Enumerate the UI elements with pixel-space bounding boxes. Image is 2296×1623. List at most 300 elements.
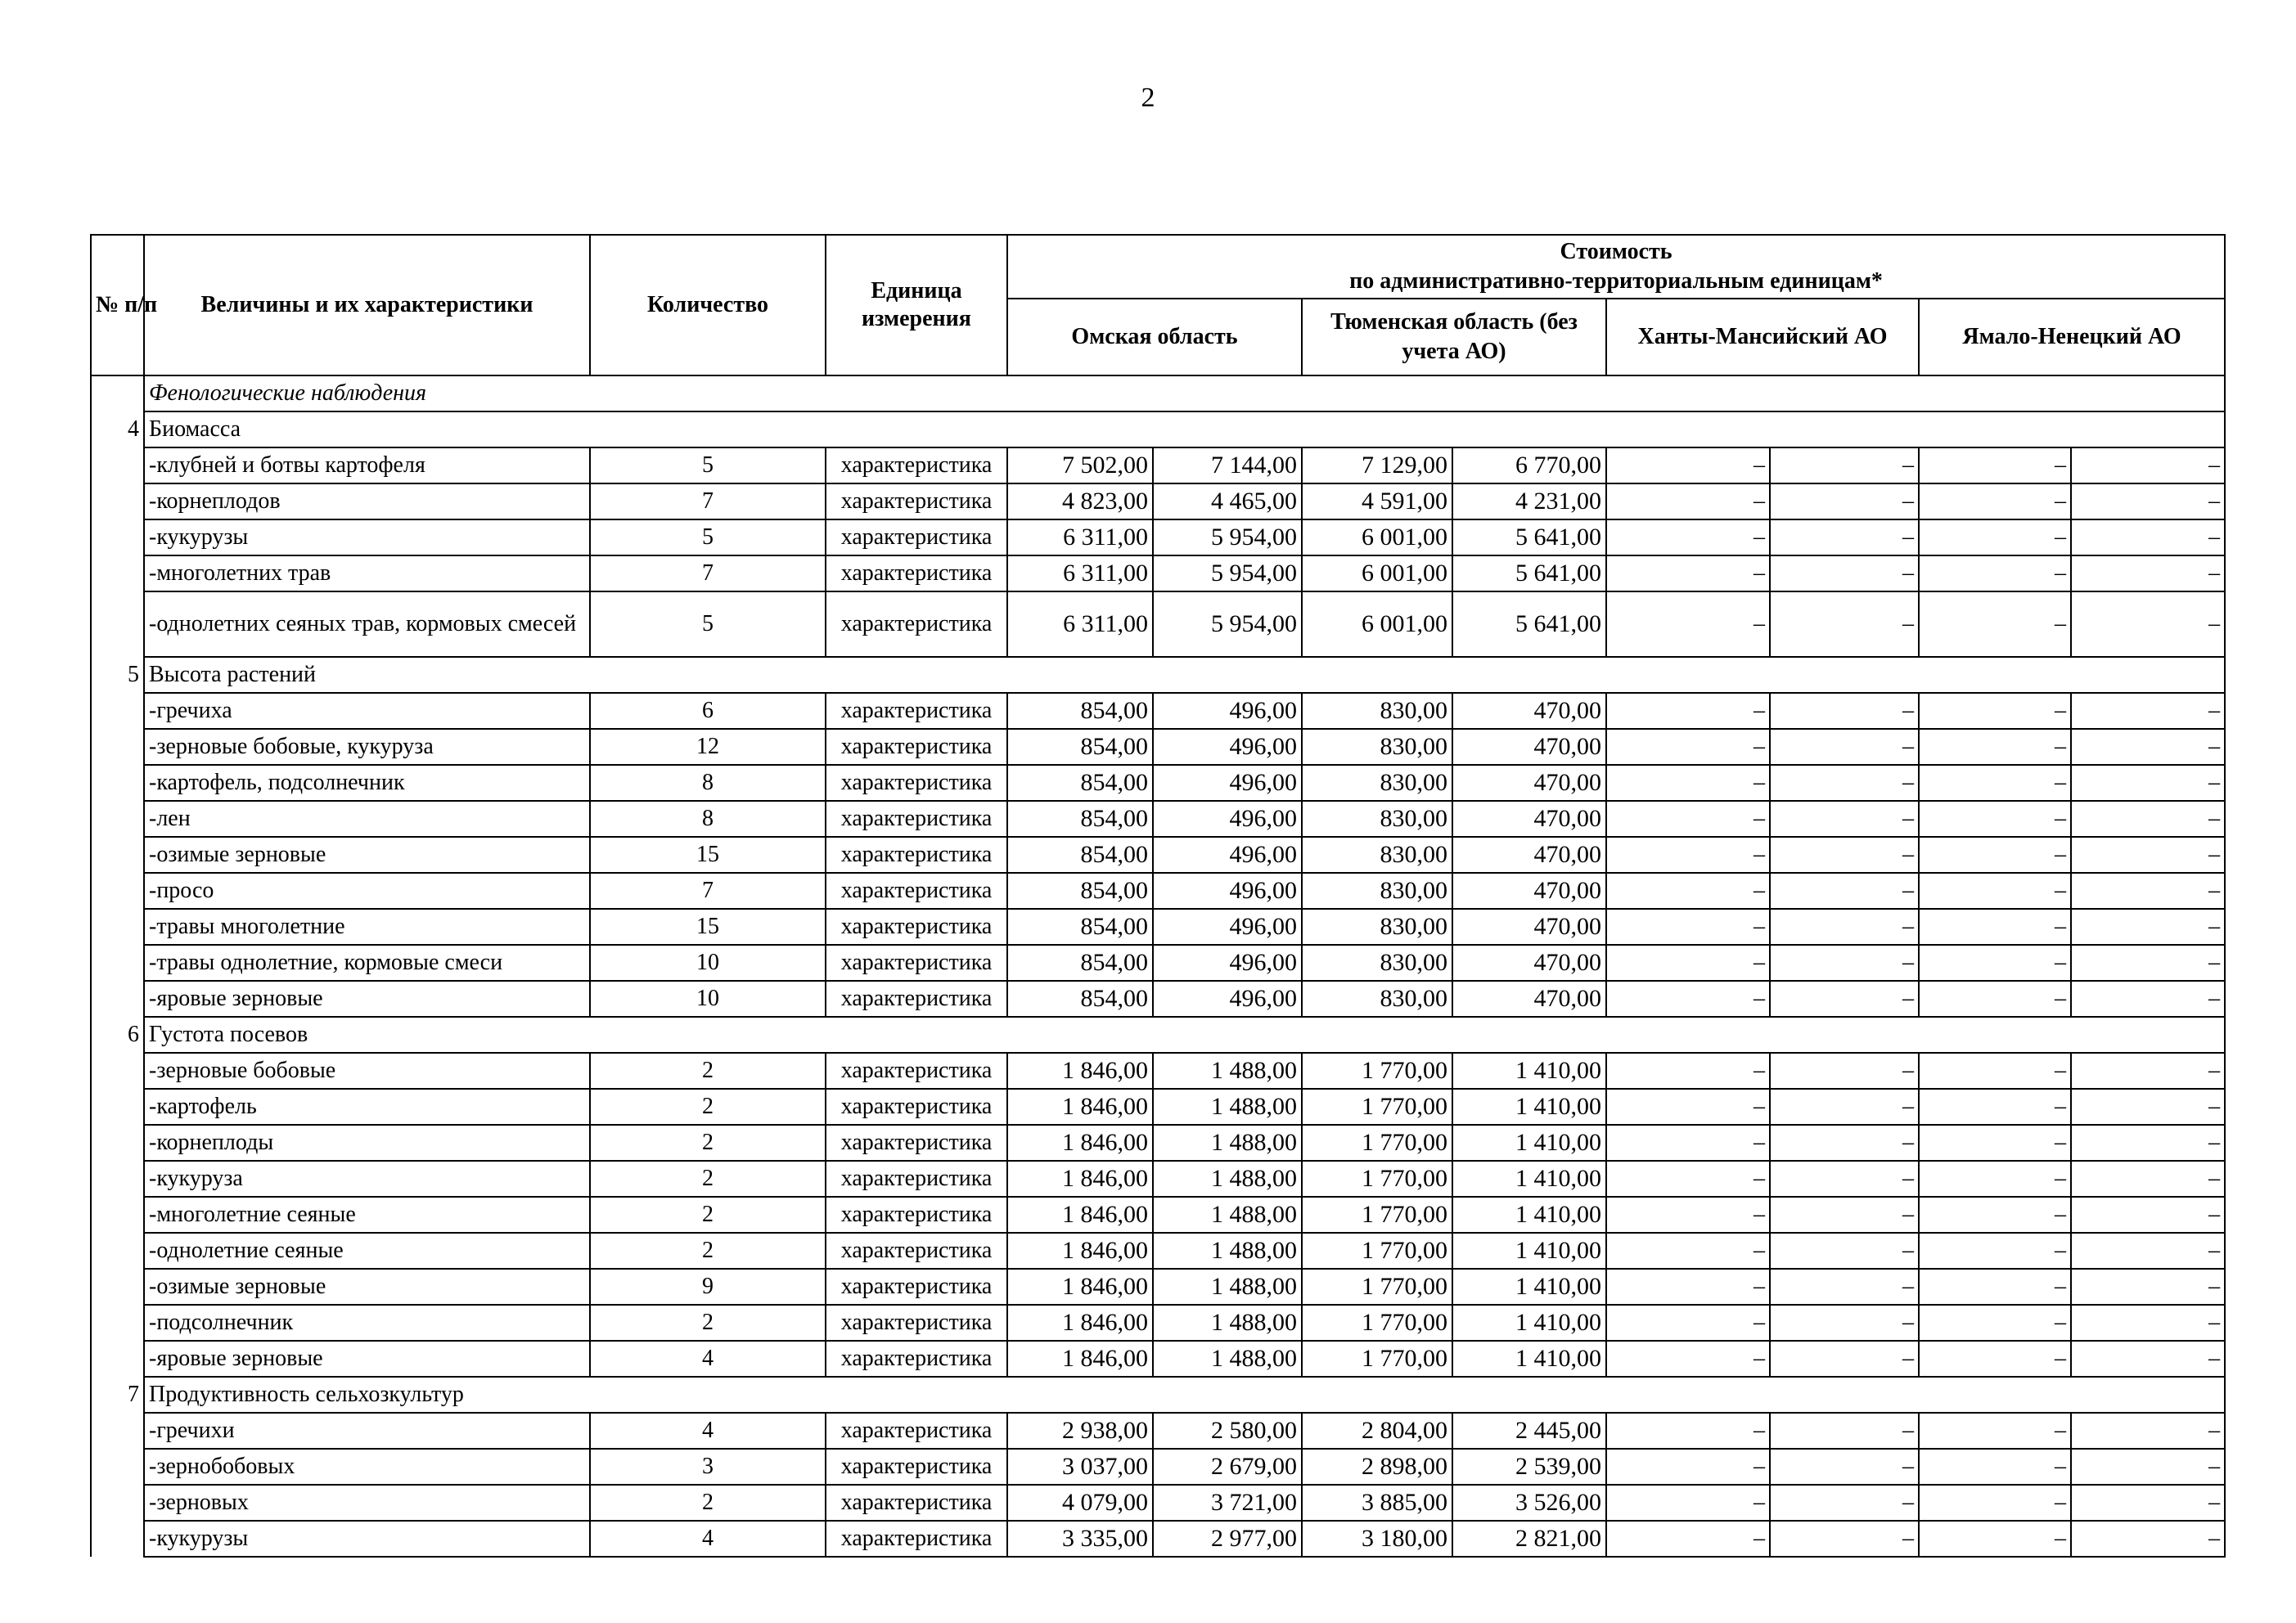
- omsk-cost-b: 1 488,00: [1153, 1341, 1302, 1377]
- num-cell: [91, 1269, 144, 1305]
- khmao-cost-a: –: [1606, 447, 1770, 483]
- yanao-cost-a: –: [1919, 801, 2071, 837]
- item-name: -кукурузы: [144, 1521, 590, 1557]
- omsk-cost-a: 1 846,00: [1007, 1125, 1153, 1161]
- tyumen-cost-a: 830,00: [1302, 873, 1452, 909]
- item-quantity: 10: [590, 981, 826, 1017]
- khmao-cost-b: –: [1770, 447, 1919, 483]
- tyumen-cost-a: 830,00: [1302, 693, 1452, 729]
- item-unit: характеристика: [826, 447, 1007, 483]
- khmao-cost-b: –: [1770, 1449, 1919, 1485]
- yanao-cost-a: –: [1919, 837, 2071, 873]
- yanao-cost-a: –: [1919, 873, 2071, 909]
- num-cell: [91, 375, 144, 411]
- tyumen-cost-b: 470,00: [1452, 693, 1606, 729]
- item-quantity: 4: [590, 1341, 826, 1377]
- item-quantity: 9: [590, 1269, 826, 1305]
- yanao-cost-b: –: [2071, 1485, 2225, 1521]
- tyumen-cost-b: 1 410,00: [1452, 1269, 1606, 1305]
- item-quantity: 8: [590, 765, 826, 801]
- item-unit: характеристика: [826, 801, 1007, 837]
- item-name: -гречиха: [144, 693, 590, 729]
- khmao-cost-b: –: [1770, 1305, 1919, 1341]
- item-unit: характеристика: [826, 981, 1007, 1017]
- omsk-cost-b: 4 465,00: [1153, 483, 1302, 519]
- tyumen-cost-b: 470,00: [1452, 909, 1606, 945]
- khmao-cost-a: –: [1606, 1413, 1770, 1449]
- tyumen-cost-b: 470,00: [1452, 873, 1606, 909]
- item-unit: характеристика: [826, 1269, 1007, 1305]
- item-quantity: 5: [590, 447, 826, 483]
- table-row: [91, 837, 2225, 873]
- omsk-cost-a: 4 079,00: [1007, 1485, 1153, 1521]
- item-unit: характеристика: [826, 1161, 1007, 1197]
- num-cell: [91, 483, 144, 519]
- omsk-cost-a: 854,00: [1007, 909, 1153, 945]
- num-cell: [91, 591, 144, 657]
- table-row: [91, 591, 2225, 657]
- num-cell: [91, 1125, 144, 1161]
- tyumen-cost-a: 7 129,00: [1302, 447, 1452, 483]
- item-unit: характеристика: [826, 1233, 1007, 1269]
- item-quantity: 2: [590, 1125, 826, 1161]
- omsk-cost-a: 1 846,00: [1007, 1269, 1153, 1305]
- khmao-cost-b: –: [1770, 1125, 1919, 1161]
- omsk-cost-a: 6 311,00: [1007, 591, 1153, 657]
- omsk-cost-a: 1 846,00: [1007, 1305, 1153, 1341]
- khmao-cost-b: –: [1770, 1269, 1919, 1305]
- tyumen-cost-a: 1 770,00: [1302, 1305, 1452, 1341]
- yanao-cost-a: –: [1919, 591, 2071, 657]
- khmao-cost-a: –: [1606, 1161, 1770, 1197]
- yanao-cost-a: –: [1919, 483, 2071, 519]
- yanao-cost-b: –: [2071, 1449, 2225, 1485]
- num-cell: [91, 1521, 144, 1557]
- khmao-cost-a: –: [1606, 765, 1770, 801]
- yanao-cost-b: –: [2071, 765, 2225, 801]
- table-row: [91, 1521, 2225, 1557]
- tyumen-cost-b: 5 641,00: [1452, 519, 1606, 555]
- omsk-cost-b: 496,00: [1153, 873, 1302, 909]
- item-unit: характеристика: [826, 873, 1007, 909]
- num-cell: [91, 1485, 144, 1521]
- tyumen-cost-a: 3 180,00: [1302, 1521, 1452, 1557]
- item-unit: характеристика: [826, 1197, 1007, 1233]
- yanao-cost-a: –: [1919, 1125, 2071, 1161]
- tyumen-cost-a: 830,00: [1302, 729, 1452, 765]
- num-cell: [91, 1305, 144, 1341]
- item-quantity: 6: [590, 693, 826, 729]
- khmao-cost-a: –: [1606, 591, 1770, 657]
- item-quantity: 2: [590, 1089, 826, 1125]
- table-header: [91, 235, 2225, 375]
- item-unit: характеристика: [826, 1305, 1007, 1341]
- omsk-cost-a: 854,00: [1007, 981, 1153, 1017]
- yanao-cost-a: –: [1919, 447, 2071, 483]
- table-row: [91, 765, 2225, 801]
- item-quantity: 2: [590, 1305, 826, 1341]
- tyumen-cost-b: 470,00: [1452, 981, 1606, 1017]
- khmao-cost-b: –: [1770, 1521, 1919, 1557]
- item-unit: характеристика: [826, 483, 1007, 519]
- tyumen-cost-a: 830,00: [1302, 837, 1452, 873]
- omsk-cost-a: 3 335,00: [1007, 1521, 1153, 1557]
- tyumen-cost-a: 4 591,00: [1302, 483, 1452, 519]
- item-unit: характеристика: [826, 729, 1007, 765]
- khmao-cost-b: –: [1770, 1197, 1919, 1233]
- yanao-cost-b: –: [2071, 729, 2225, 765]
- tyumen-cost-a: 1 770,00: [1302, 1233, 1452, 1269]
- num-cell: [91, 945, 144, 981]
- tyumen-cost-a: 830,00: [1302, 909, 1452, 945]
- tyumen-cost-a: 6 001,00: [1302, 555, 1452, 591]
- khmao-cost-a: –: [1606, 1089, 1770, 1125]
- khmao-cost-a: –: [1606, 873, 1770, 909]
- item-name: -многолетних трав: [144, 555, 590, 591]
- table-row: [91, 483, 2225, 519]
- item-name: -корнеплодов: [144, 483, 590, 519]
- omsk-cost-b: 1 488,00: [1153, 1197, 1302, 1233]
- yanao-cost-a: –: [1919, 1269, 2071, 1305]
- item-unit: характеристика: [826, 1053, 1007, 1089]
- tyumen-cost-a: 830,00: [1302, 801, 1452, 837]
- tyumen-cost-a: 1 770,00: [1302, 1269, 1452, 1305]
- yanao-cost-a: –: [1919, 765, 2071, 801]
- khmao-cost-b: –: [1770, 483, 1919, 519]
- omsk-cost-b: 1 488,00: [1153, 1233, 1302, 1269]
- omsk-cost-b: 1 488,00: [1153, 1089, 1302, 1125]
- tyumen-cost-a: 830,00: [1302, 981, 1452, 1017]
- section-title: Густота посевов: [144, 1017, 2225, 1053]
- tyumen-cost-b: 470,00: [1452, 801, 1606, 837]
- item-unit: характеристика: [826, 1449, 1007, 1485]
- section-number: 5: [91, 657, 144, 693]
- table-row: [91, 1413, 2225, 1449]
- omsk-cost-b: 7 144,00: [1153, 447, 1302, 483]
- tyumen-cost-b: 1 410,00: [1452, 1341, 1606, 1377]
- khmao-cost-a: –: [1606, 1269, 1770, 1305]
- num-cell: [91, 1233, 144, 1269]
- tyumen-cost-b: 470,00: [1452, 729, 1606, 765]
- cost-group-title: Стоимость: [1560, 239, 1672, 264]
- num-cell: [91, 519, 144, 555]
- yanao-cost-a: –: [1919, 1521, 2071, 1557]
- omsk-cost-a: 854,00: [1007, 873, 1153, 909]
- omsk-cost-b: 496,00: [1153, 837, 1302, 873]
- item-quantity: 7: [590, 555, 826, 591]
- section-row: [91, 411, 2225, 447]
- khmao-cost-b: –: [1770, 729, 1919, 765]
- omsk-cost-a: 6 311,00: [1007, 555, 1153, 591]
- item-name: -озимые зерновые: [144, 1269, 590, 1305]
- tyumen-cost-a: 2 898,00: [1302, 1449, 1452, 1485]
- item-name: -яровые зерновые: [144, 981, 590, 1017]
- item-quantity: 3: [590, 1449, 826, 1485]
- item-quantity: 15: [590, 837, 826, 873]
- item-quantity: 7: [590, 873, 826, 909]
- yanao-cost-b: –: [2071, 1233, 2225, 1269]
- omsk-cost-b: 1 488,00: [1153, 1269, 1302, 1305]
- yanao-cost-a: –: [1919, 1161, 2071, 1197]
- tyumen-cost-a: 1 770,00: [1302, 1161, 1452, 1197]
- region-omsk-header: Омская область: [1007, 299, 1302, 375]
- item-unit: характеристика: [826, 693, 1007, 729]
- omsk-cost-b: 496,00: [1153, 909, 1302, 945]
- yanao-cost-b: –: [2071, 1125, 2225, 1161]
- khmao-cost-b: –: [1770, 1341, 1919, 1377]
- item-unit: характеристика: [826, 1485, 1007, 1521]
- khmao-cost-a: –: [1606, 1197, 1770, 1233]
- table-row: [91, 1449, 2225, 1485]
- item-name: -кукурузы: [144, 519, 590, 555]
- region-tyumen-header: Тюменская область (без учета АО): [1302, 299, 1606, 375]
- num-cell: [91, 693, 144, 729]
- num-cell: [91, 837, 144, 873]
- item-quantity: 5: [590, 519, 826, 555]
- khmao-cost-b: –: [1770, 801, 1919, 837]
- item-name: -зерновых: [144, 1485, 590, 1521]
- khmao-cost-b: –: [1770, 1413, 1919, 1449]
- section-number: 4: [91, 411, 144, 447]
- omsk-cost-b: 496,00: [1153, 765, 1302, 801]
- item-name: -зерновые бобовые: [144, 1053, 590, 1089]
- omsk-cost-b: 2 580,00: [1153, 1413, 1302, 1449]
- khmao-cost-a: –: [1606, 837, 1770, 873]
- item-unit: характеристика: [826, 1089, 1007, 1125]
- item-name: -лен: [144, 801, 590, 837]
- page-number: 2: [1141, 83, 1155, 113]
- item-unit: характеристика: [826, 555, 1007, 591]
- omsk-cost-a: 854,00: [1007, 765, 1153, 801]
- item-name: -гречихи: [144, 1413, 590, 1449]
- item-name: -кукуруза: [144, 1161, 590, 1197]
- yanao-cost-b: –: [2071, 693, 2225, 729]
- num-cell: [91, 873, 144, 909]
- table-row: [91, 1089, 2225, 1125]
- khmao-cost-b: –: [1770, 1233, 1919, 1269]
- omsk-cost-a: 2 938,00: [1007, 1413, 1153, 1449]
- omsk-cost-a: 854,00: [1007, 729, 1153, 765]
- item-quantity: 5: [590, 591, 826, 657]
- yanao-cost-b: –: [2071, 981, 2225, 1017]
- khmao-cost-b: –: [1770, 765, 1919, 801]
- col-num-header: № п/п: [91, 235, 144, 375]
- omsk-cost-b: 3 721,00: [1153, 1485, 1302, 1521]
- yanao-cost-a: –: [1919, 1341, 2071, 1377]
- item-unit: характеристика: [826, 519, 1007, 555]
- yanao-cost-a: –: [1919, 519, 2071, 555]
- table-body: [91, 375, 2225, 1557]
- yanao-cost-a: –: [1919, 1053, 2071, 1089]
- table-row: [91, 729, 2225, 765]
- yanao-cost-b: –: [2071, 555, 2225, 591]
- table-row: [91, 1053, 2225, 1089]
- omsk-cost-a: 854,00: [1007, 801, 1153, 837]
- khmao-cost-a: –: [1606, 729, 1770, 765]
- khmao-cost-a: –: [1606, 1305, 1770, 1341]
- item-name: -травы однолетние, кормовые смеси: [144, 945, 590, 981]
- region-yanao-header: Ямало-Ненецкий АО: [1919, 299, 2225, 375]
- section-number: 6: [91, 1017, 144, 1053]
- table-row: [91, 555, 2225, 591]
- table-row: [91, 945, 2225, 981]
- omsk-cost-b: 496,00: [1153, 801, 1302, 837]
- omsk-cost-b: 496,00: [1153, 981, 1302, 1017]
- yanao-cost-a: –: [1919, 555, 2071, 591]
- table-row: [91, 801, 2225, 837]
- item-quantity: 15: [590, 909, 826, 945]
- tyumen-cost-a: 1 770,00: [1302, 1341, 1452, 1377]
- khmao-cost-a: –: [1606, 1053, 1770, 1089]
- omsk-cost-a: 1 846,00: [1007, 1233, 1153, 1269]
- khmao-cost-a: –: [1606, 555, 1770, 591]
- tyumen-cost-b: 470,00: [1452, 837, 1606, 873]
- tyumen-cost-a: 1 770,00: [1302, 1089, 1452, 1125]
- yanao-cost-a: –: [1919, 945, 2071, 981]
- tyumen-cost-a: 1 770,00: [1302, 1197, 1452, 1233]
- num-cell: [91, 1341, 144, 1377]
- omsk-cost-a: 1 846,00: [1007, 1053, 1153, 1089]
- tyumen-cost-a: 1 770,00: [1302, 1125, 1452, 1161]
- omsk-cost-b: 1 488,00: [1153, 1161, 1302, 1197]
- item-unit: характеристика: [826, 837, 1007, 873]
- item-name: -озимые зерновые: [144, 837, 590, 873]
- num-cell: [91, 1413, 144, 1449]
- table-row: [91, 447, 2225, 483]
- num-cell: [91, 765, 144, 801]
- item-unit: характеристика: [826, 1521, 1007, 1557]
- table-row: [91, 873, 2225, 909]
- num-cell: [91, 729, 144, 765]
- khmao-cost-b: –: [1770, 945, 1919, 981]
- yanao-cost-b: –: [2071, 1413, 2225, 1449]
- omsk-cost-b: 5 954,00: [1153, 519, 1302, 555]
- yanao-cost-b: –: [2071, 801, 2225, 837]
- tyumen-cost-b: 2 821,00: [1452, 1521, 1606, 1557]
- table-row: [91, 1305, 2225, 1341]
- khmao-cost-a: –: [1606, 801, 1770, 837]
- num-cell: [91, 909, 144, 945]
- section-number: 7: [91, 1377, 144, 1413]
- omsk-cost-b: 5 954,00: [1153, 591, 1302, 657]
- item-quantity: 4: [590, 1413, 826, 1449]
- section-row: [91, 1377, 2225, 1413]
- yanao-cost-b: –: [2071, 1341, 2225, 1377]
- khmao-cost-b: –: [1770, 591, 1919, 657]
- khmao-cost-a: –: [1606, 1341, 1770, 1377]
- yanao-cost-b: –: [2071, 837, 2225, 873]
- item-name: -картофель, подсолнечник: [144, 765, 590, 801]
- section-row: [91, 657, 2225, 693]
- region-khmao-header: Ханты-Мансийский АО: [1606, 299, 1919, 375]
- yanao-cost-a: –: [1919, 1089, 2071, 1125]
- table-row: [91, 981, 2225, 1017]
- yanao-cost-b: –: [2071, 483, 2225, 519]
- omsk-cost-b: 1 488,00: [1153, 1125, 1302, 1161]
- section-title: Продуктивность сельхозкультур: [144, 1377, 2225, 1413]
- tyumen-cost-b: 1 410,00: [1452, 1089, 1606, 1125]
- tyumen-cost-b: 6 770,00: [1452, 447, 1606, 483]
- khmao-cost-b: –: [1770, 555, 1919, 591]
- yanao-cost-b: –: [2071, 447, 2225, 483]
- tyumen-cost-a: 3 885,00: [1302, 1485, 1452, 1521]
- item-quantity: 4: [590, 1521, 826, 1557]
- khmao-cost-a: –: [1606, 1485, 1770, 1521]
- tyumen-cost-b: 470,00: [1452, 945, 1606, 981]
- item-unit: характеристика: [826, 765, 1007, 801]
- item-quantity: 2: [590, 1053, 826, 1089]
- yanao-cost-b: –: [2071, 1305, 2225, 1341]
- item-unit: характеристика: [826, 1413, 1007, 1449]
- item-name: -просо: [144, 873, 590, 909]
- tyumen-cost-a: 6 001,00: [1302, 519, 1452, 555]
- item-unit: характеристика: [826, 909, 1007, 945]
- item-name: -картофель: [144, 1089, 590, 1125]
- khmao-cost-a: –: [1606, 1521, 1770, 1557]
- omsk-cost-b: 1 488,00: [1153, 1305, 1302, 1341]
- item-name: -зернобобовых: [144, 1449, 590, 1485]
- tyumen-cost-a: 830,00: [1302, 765, 1452, 801]
- yanao-cost-b: –: [2071, 945, 2225, 981]
- item-name: -травы многолетние: [144, 909, 590, 945]
- omsk-cost-a: 1 846,00: [1007, 1197, 1153, 1233]
- omsk-cost-a: 1 846,00: [1007, 1161, 1153, 1197]
- khmao-cost-b: –: [1770, 1161, 1919, 1197]
- num-cell: [91, 1161, 144, 1197]
- yanao-cost-b: –: [2071, 1089, 2225, 1125]
- tyumen-cost-a: 2 804,00: [1302, 1413, 1452, 1449]
- item-quantity: 2: [590, 1233, 826, 1269]
- table-row: [91, 1341, 2225, 1377]
- item-name: -многолетние сеяные: [144, 1197, 590, 1233]
- yanao-cost-a: –: [1919, 1305, 2071, 1341]
- tyumen-cost-a: 830,00: [1302, 945, 1452, 981]
- tyumen-cost-b: 1 410,00: [1452, 1161, 1606, 1197]
- yanao-cost-b: –: [2071, 1053, 2225, 1089]
- yanao-cost-a: –: [1919, 1197, 2071, 1233]
- omsk-cost-b: 496,00: [1153, 693, 1302, 729]
- col-qty-header: Количество: [590, 235, 826, 375]
- khmao-cost-a: –: [1606, 693, 1770, 729]
- khmao-cost-a: –: [1606, 519, 1770, 555]
- yanao-cost-a: –: [1919, 1449, 2071, 1485]
- table-row: [91, 909, 2225, 945]
- khmao-cost-b: –: [1770, 981, 1919, 1017]
- cost-group-subtitle: по административно-территориальным единицам*: [1349, 268, 1883, 294]
- table-row: [91, 1197, 2225, 1233]
- item-quantity: 12: [590, 729, 826, 765]
- khmao-cost-a: –: [1606, 1125, 1770, 1161]
- omsk-cost-a: 1 846,00: [1007, 1341, 1153, 1377]
- tyumen-cost-b: 5 641,00: [1452, 555, 1606, 591]
- yanao-cost-a: –: [1919, 981, 2071, 1017]
- col-unit-header: Единица измерения: [826, 235, 1007, 375]
- khmao-cost-a: –: [1606, 909, 1770, 945]
- khmao-cost-a: –: [1606, 981, 1770, 1017]
- tyumen-cost-b: 1 410,00: [1452, 1197, 1606, 1233]
- khmao-cost-a: –: [1606, 1449, 1770, 1485]
- yanao-cost-b: –: [2071, 519, 2225, 555]
- yanao-cost-b: –: [2071, 591, 2225, 657]
- omsk-cost-b: 1 488,00: [1153, 1053, 1302, 1089]
- yanao-cost-a: –: [1919, 909, 2071, 945]
- item-unit: характеристика: [826, 591, 1007, 657]
- section-row: [91, 1017, 2225, 1053]
- omsk-cost-b: 2 679,00: [1153, 1449, 1302, 1485]
- khmao-cost-b: –: [1770, 873, 1919, 909]
- yanao-cost-b: –: [2071, 873, 2225, 909]
- table-row: [91, 1125, 2225, 1161]
